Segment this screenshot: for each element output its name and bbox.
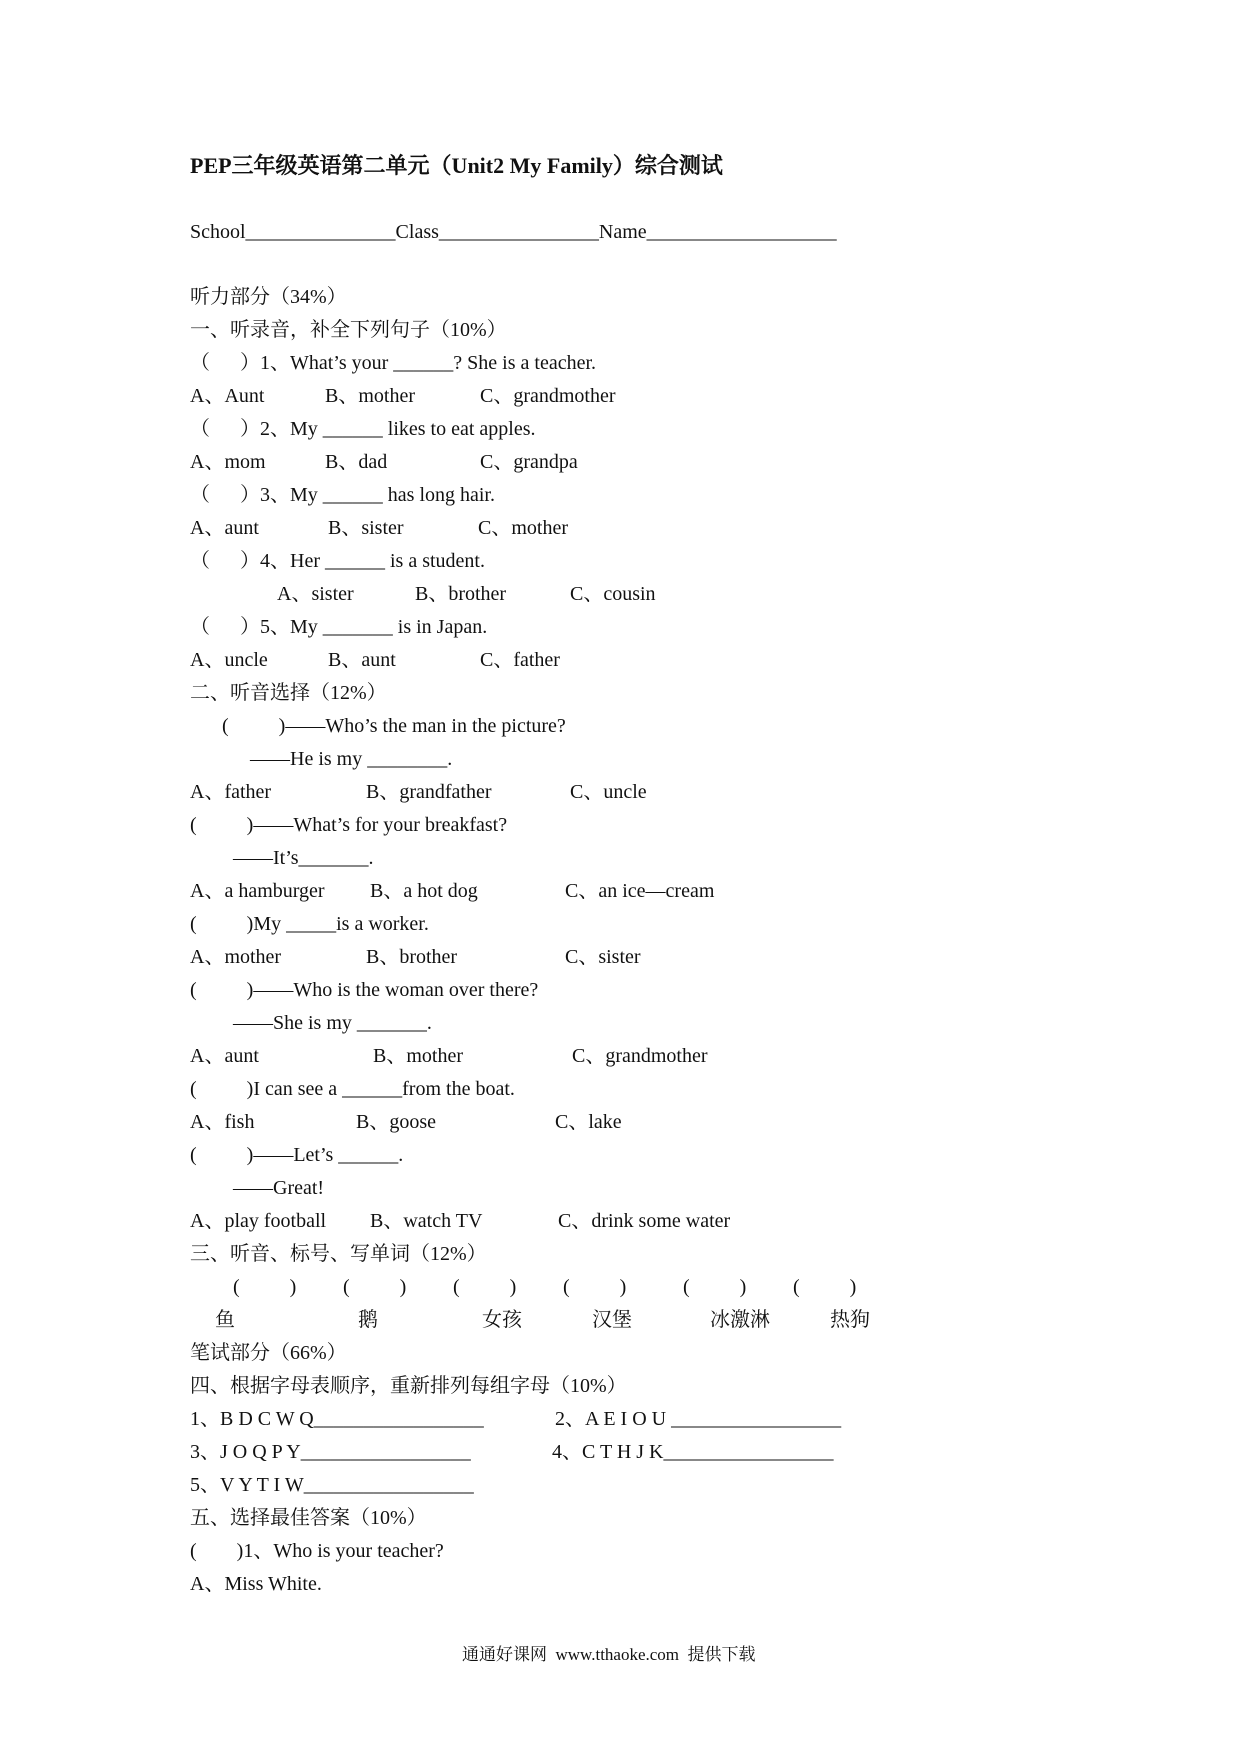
p2-q1-response: ——He is my ________. xyxy=(250,748,453,770)
p2-q4-option-b: B、mother xyxy=(373,1045,463,1067)
p2-q6-option-c: C、drink some water xyxy=(558,1210,731,1232)
p2-q6-option-b: B、watch TV xyxy=(370,1210,483,1232)
p3-word-fish: 鱼 xyxy=(215,1309,235,1331)
p2-question-1: ( )——Who’s the man in the picture? xyxy=(222,715,566,737)
p3-blank-4: ( ) xyxy=(563,1276,627,1298)
p2-q3-option-c: C、sister xyxy=(565,946,641,968)
p2-q5-option-c: C、lake xyxy=(555,1111,622,1133)
p1-q2-option-a: A、mom xyxy=(190,451,266,473)
p3-blank-3: ( ) xyxy=(453,1276,517,1298)
p2-question-5: ( )I can see a ______from the boat. xyxy=(190,1078,515,1100)
p2-q1-option-b: B、grandfather xyxy=(366,781,492,803)
p1-q3-option-c: C、mother xyxy=(478,517,568,539)
p3-word-hot-dog: 热狗 xyxy=(830,1309,870,1331)
p1-question-2: （ ）2、My ______ likes to eat apples. xyxy=(190,418,536,440)
p2-question-6: ( )——Let’s ______. xyxy=(190,1144,404,1166)
part1-heading: 一、听录音，补全下列句子（10%） xyxy=(190,319,507,341)
p3-word-girl: 女孩 xyxy=(482,1309,522,1331)
page-title: PEP三年级英语第二单元（Unit2 My Family）综合测试 xyxy=(190,153,723,178)
p1-question-5: （ ）5、My _______ is in Japan. xyxy=(190,616,488,638)
p2-q2-option-b: B、a hot dog xyxy=(370,880,478,902)
p2-q4-option-c: C、grandmother xyxy=(572,1045,708,1067)
page-footer: 通通好课网 www.tthaoke.com 提供下载 xyxy=(462,1645,756,1664)
p2-q4-option-a: A、aunt xyxy=(190,1045,259,1067)
p1-q1-option-b: B、mother xyxy=(325,385,415,407)
p2-q2-option-a: A、a hamburger xyxy=(190,880,325,902)
p1-q3-option-b: B、sister xyxy=(328,517,404,539)
p2-q1-option-a: A、father xyxy=(190,781,272,803)
p2-q3-option-b: B、brother xyxy=(366,946,458,968)
listening-heading: 听力部分（34%） xyxy=(190,286,347,308)
p4-item-5: 5、V Y T I W_________________ xyxy=(190,1474,474,1496)
p2-q5-option-a: A、fish xyxy=(190,1111,255,1133)
p2-q2-option-c: C、an ice—cream xyxy=(565,880,715,902)
p1-q4-option-b: B、brother xyxy=(415,583,507,605)
p4-item-2: 2、A E I O U _________________ xyxy=(555,1408,842,1430)
part4-heading: 四、根据字母表顺序，重新排列每组字母（10%） xyxy=(190,1375,627,1397)
p1-q4-option-a: A、sister xyxy=(277,583,354,605)
p1-q4-option-c: C、cousin xyxy=(570,583,656,605)
part5-heading: 五、选择最佳答案（10%） xyxy=(190,1507,427,1529)
p2-q5-option-b: B、goose xyxy=(356,1111,436,1133)
p3-word-goose: 鹅 xyxy=(358,1309,378,1331)
p1-q5-option-c: C、father xyxy=(480,649,560,671)
p2-question-4: ( )——Who is the woman over there? xyxy=(190,979,539,1001)
p3-word-ice-cream: 冰激淋 xyxy=(710,1309,770,1331)
p2-q3-option-a: A、mother xyxy=(190,946,282,968)
p3-blank-5: ( ) xyxy=(683,1276,747,1298)
p2-question-3: ( )My _____is a worker. xyxy=(190,913,429,935)
p1-question-1: （ ）1、What’s your ______? She is a teacher. xyxy=(190,352,597,374)
p1-question-4: （ ）4、Her ______ is a student. xyxy=(190,550,485,572)
p2-q4-response: ——She is my _______. xyxy=(233,1012,432,1034)
p4-item-3: 3、J O Q P Y_________________ xyxy=(190,1441,471,1463)
p5-question-1: ( )1、Who is your teacher? xyxy=(190,1540,444,1562)
p2-q1-option-c: C、uncle xyxy=(570,781,647,803)
p1-q3-option-a: A、aunt xyxy=(190,517,259,539)
p1-q5-option-b: B、aunt xyxy=(328,649,396,671)
p3-blank-2: ( ) xyxy=(343,1276,407,1298)
p3-blank-1: ( ) xyxy=(233,1276,297,1298)
p1-q5-option-a: A、uncle xyxy=(190,649,268,671)
p2-q6-option-a: A、play football xyxy=(190,1210,327,1232)
p1-q1-option-c: C、grandmother xyxy=(480,385,616,407)
p2-q6-response: ——Great! xyxy=(233,1177,325,1199)
student-info-fields: School_______________Class________________Name___________________ xyxy=(190,221,837,243)
p1-q2-option-c: C、grandpa xyxy=(480,451,578,473)
p2-q2-response: ——It’s_______. xyxy=(233,847,374,869)
p1-question-3: （ ）3、My ______ has long hair. xyxy=(190,484,495,506)
p1-q2-option-b: B、dad xyxy=(325,451,388,473)
p3-blank-6: ( ) xyxy=(793,1276,857,1298)
part3-heading: 三、听音、标号、写单词（12%） xyxy=(190,1243,487,1265)
p3-word-hamburger: 汉堡 xyxy=(592,1309,632,1331)
p4-item-4: 4、C T H J K_________________ xyxy=(552,1441,834,1463)
p4-item-1: 1、B D C W Q_________________ xyxy=(190,1408,484,1430)
written-heading: 笔试部分（66%） xyxy=(190,1342,347,1364)
part2-heading: 二、听音选择（12%） xyxy=(190,682,387,704)
p5-q1-option-a: A、Miss White. xyxy=(190,1573,322,1595)
p1-q1-option-a: A、Aunt xyxy=(190,385,265,407)
p2-question-2: ( )——What’s for your breakfast? xyxy=(190,814,508,836)
